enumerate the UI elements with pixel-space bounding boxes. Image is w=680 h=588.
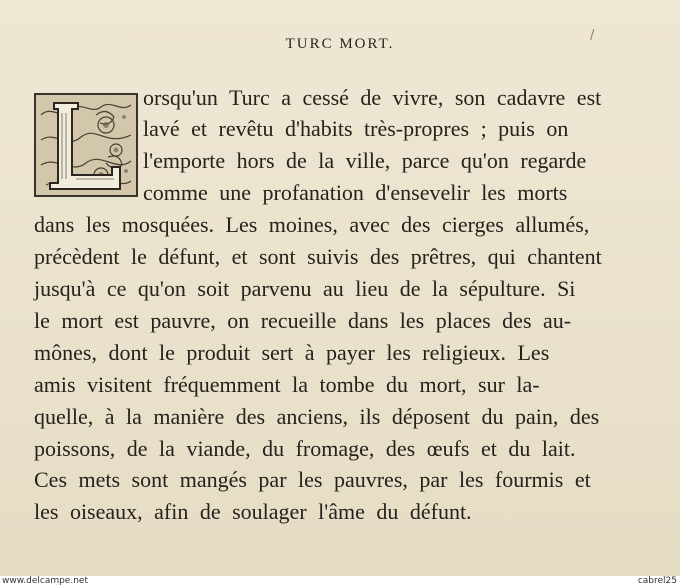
footer-seller-name: cabrel25: [637, 576, 677, 586]
text-line-13: Ces mets sont mangés par les pauvres, par les fourmis et: [34, 467, 591, 492]
footer-bar: [0, 576, 680, 588]
ornamental-l-icon: [36, 95, 136, 195]
text-line-9: mônes, dont le produit sert à payer les religieux. Les: [34, 340, 550, 365]
text-line-2: lavé et revêtu d'habits très-propres ; puis on: [143, 116, 569, 141]
text-line-11: quelle, à la manière des anciens, ils déposent du pain, des: [34, 404, 600, 429]
text-line-4: comme une profanation d'ensevelir les morts: [143, 180, 568, 205]
page-title: TURC MORT.: [285, 36, 395, 52]
text-line-6: précèdent le défunt, et sont suivis des prêtres, qui chantent: [34, 244, 602, 269]
text-line-5: dans les mosquées. Les moines, avec des cierges allumés,: [34, 212, 590, 237]
text-line-8: le mort est pauvre, on recueille dans les places des au-: [34, 308, 572, 333]
text-line-10: amis visitent fréquemment la tombe du mort, sur la-: [34, 372, 540, 397]
text-line-14: les oiseaux, afin de soulager l'âme du défunt.: [34, 499, 472, 524]
text-line-1: orsqu'un Turc a cessé de vivre, son cadavre est: [143, 85, 602, 110]
text-line-7: jusqu'à ce qu'on soit parvenu au lieu de la sépulture. Si: [34, 276, 576, 301]
drop-cap-initial: [34, 93, 138, 197]
text-line-12: poissons, de la viande, du fromage, des œufs et du lait.: [34, 436, 576, 461]
corner-mark: /: [590, 28, 595, 43]
footer-site-link[interactable]: www.delcampe.net: [2, 576, 88, 586]
text-line-3: l'emporte hors de la ville, parce qu'on regarde: [143, 148, 587, 173]
